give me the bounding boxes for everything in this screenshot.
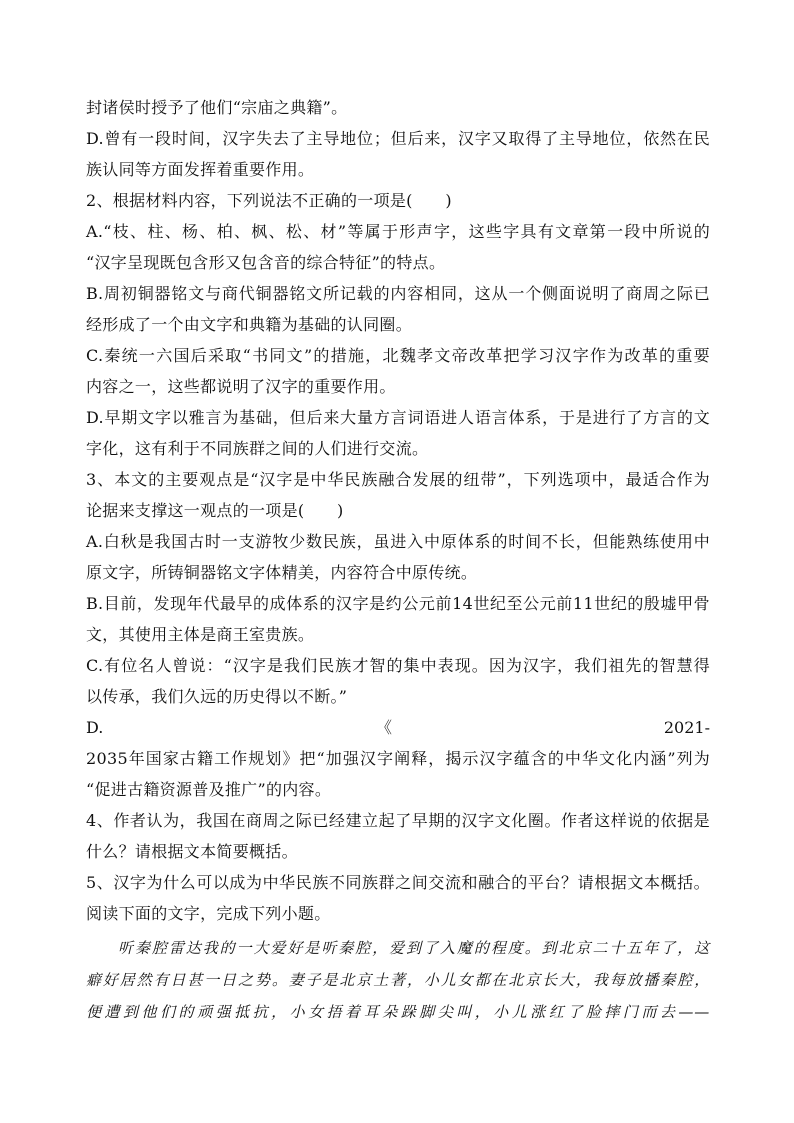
question-2: 2、根据材料内容，下列说法不正确的一项是( )	[86, 191, 452, 210]
question-5: 5、汉字为什么可以成为中华民族不同族群之间交流和融合的平台？请根据文本概括。	[86, 873, 710, 892]
question-4: 4、作者认为，我国在商周之际已经建立起了早期的汉字文化圈。作者这样说的依据是	[86, 811, 710, 830]
option-a: A.“枝、柱、杨、柏、枫、松、材”等属于形声字，这些字具有文章第一段中所说的	[86, 222, 710, 241]
text-line: 2035年国家古籍工作规划》把“加强汉字阐释，揭示汉字蕴含的中华文化内涵”列为	[86, 749, 710, 768]
book-title-mark: 《	[376, 718, 393, 737]
text-line: “汉字呈现既包含形又包含音的综合特征”的特点。	[86, 253, 446, 272]
text-line: 封诸侯时授予了他们“宗庙之典籍”。	[86, 98, 348, 117]
text-line: 字化，这有利于不同族群之间的人们进行交流。	[86, 439, 429, 458]
text-line: 文，其使用主体是商王室贵族。	[86, 625, 315, 644]
option-c: C.有位名人曾说：“汉字是我们民族才智的集中表现。因为汉字，我们祖先的智慧得	[86, 656, 710, 675]
option-a: A.白秋是我国古时一支游牧少数民族，虽进入中原体系的时间不长，但能熟练使用中	[86, 532, 710, 551]
option-d: D.早期文字以雅言为基础，但后来大量方言词语进人语言体系，于是进行了方言的文	[86, 408, 710, 427]
text-line: 论据来支撑这一观点的一项是( )	[86, 501, 344, 520]
text-line: 内容之一，这些都说明了汉字的重要作用。	[86, 377, 396, 396]
option-b: B.周初铜器铭文与商代铜器铭文所记载的内容相同，这从一个侧面说明了商周之际已	[86, 284, 710, 303]
text-line: 什么？请根据文本简要概括。	[86, 842, 298, 861]
option-d-label: D.	[86, 718, 104, 737]
question-3: 3、本文的主要观点是“汉字是中华民族融合发展的纽带”，下列选项中，最适合作为	[86, 470, 710, 489]
option-d-line	[86, 716, 710, 740]
text-line: 以传承，我们久远的历史得以不断。”	[86, 687, 348, 706]
text-line: 族认同等方面发挥着重要作用。	[86, 160, 315, 179]
text-line: 经形成了一个由文字和典籍为基础的认同圈。	[86, 315, 413, 334]
text-line: 原文字，所铸铜器铭文字体精美，内容符合中原传统。	[86, 563, 478, 582]
option-c: C.秦统一六国后采取“书同文”的措施，北魏孝文帝改革把学习汉字作为改革的重要	[86, 346, 710, 365]
year-start: 2021-	[663, 718, 710, 737]
passage-line: 癖好居然有日甚一日之势。妻子是北京土著，小儿女都在北京长大，我每放播秦腔，	[86, 971, 710, 989]
reading-instruction: 阅读下面的文字，完成下列小题。	[86, 904, 331, 923]
option-b: B.目前，发现年代最早的成体系的汉字是约公元前14世纪至公元前11世纪的殷墟甲骨	[86, 594, 710, 613]
text-line: D.曾有一段时间，汉字失去了主导地位；但后来，汉字又取得了主导地位，依然在民	[86, 129, 710, 148]
passage-line: 便遭到他们的顽强抵抗，小女捂着耳朵跺脚尖叫，小儿涨红了脸摔门而去——	[86, 1003, 710, 1021]
text-line: “促进古籍资源普及推广”的内容。	[86, 780, 332, 799]
passage-line: 听秦腔雷达我的一大爱好是听秦腔，爱到了入魔的程度。到北京二十五年了，这	[118, 939, 710, 957]
